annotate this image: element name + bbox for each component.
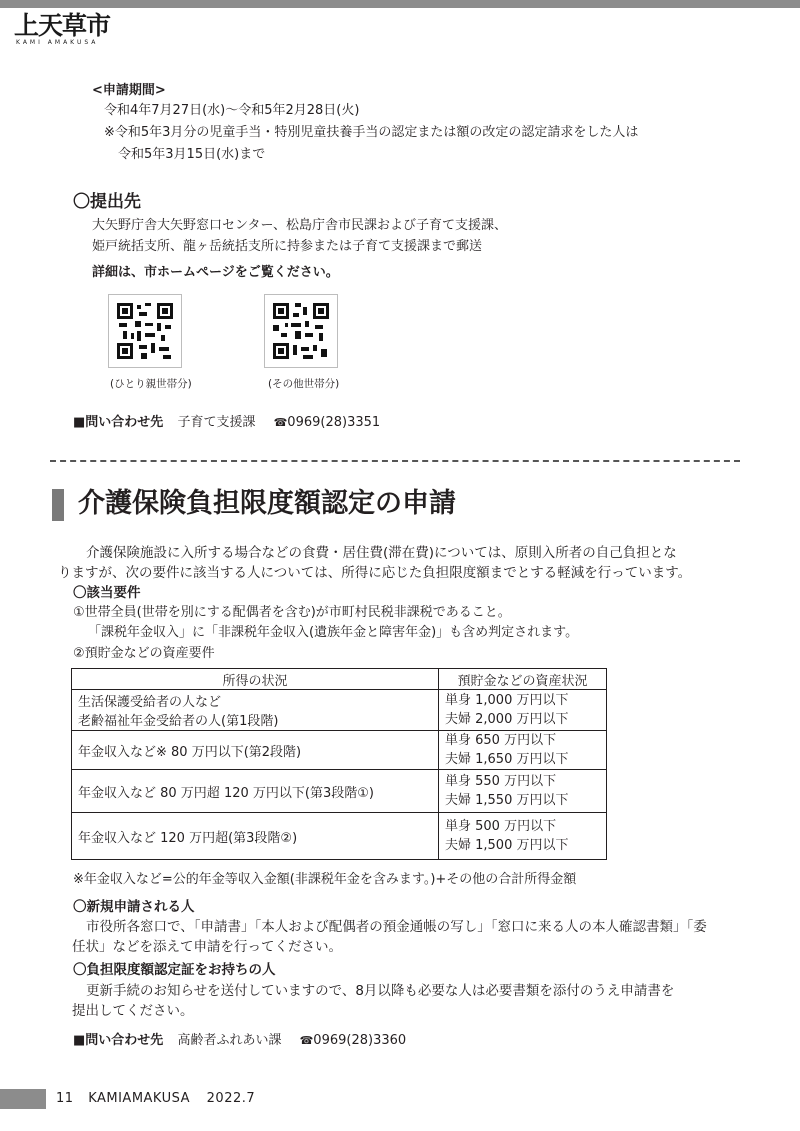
existing-holder-line1: 更新手続のお知らせを送付していますので、8月以降も必要な人は必要書類を添付のうえ申請書を — [86, 983, 675, 999]
submission-line1: 大矢野庁舎大矢野窓口センター、松島庁舎市民課および子育て支援課、 — [92, 218, 507, 233]
qr2-caption: (その他世帯分) — [268, 378, 340, 390]
income-text: 老齢福祉年金受給者の人(第1段階) — [78, 714, 279, 729]
footer-bar — [0, 1089, 46, 1109]
page-number: 11 — [56, 1091, 74, 1106]
income-text: 年金収入など 80 万円超 120 万円以下(第3段階①) — [78, 785, 374, 801]
intro-paragraph — [58, 543, 722, 583]
new-applicant-line2: 任状」などを添えて申請を行ってください。 — [72, 939, 342, 955]
contact-phone[interactable]: 0969(28)3360 — [313, 1033, 407, 1048]
contact-label: ■問い合わせ先 — [73, 1033, 164, 1048]
assets-cell — [439, 770, 607, 813]
assets-couple: 夫婦 1,550 万円以下 — [445, 793, 569, 808]
assets-cell — [439, 813, 607, 860]
assets-couple: 夫婦 1,650 万円以下 — [445, 752, 569, 767]
existing-holder-text — [72, 981, 722, 1021]
intro-line2: りますが、次の要件に該当する人については、所得に応じた負担限度額までとする軽減を行っています。 — [58, 565, 692, 581]
requirements-heading: 〇該当要件 — [73, 585, 141, 601]
requirement-2: ②預貯金などの資産要件 — [73, 646, 215, 661]
asset-requirements-table — [71, 668, 607, 860]
logo-subtext: KAMI AMAKUSA — [16, 39, 99, 46]
section-divider — [50, 460, 740, 462]
phone-icon: ☎ — [299, 1034, 314, 1047]
section-title: 介護保険負担限度額認定の申請 — [78, 488, 456, 519]
new-applicant-heading: 〇新規申請される人 — [73, 899, 195, 915]
assets-couple: 夫婦 1,500 万円以下 — [445, 838, 569, 853]
col-header-income: 所得の状況 — [72, 669, 439, 690]
table-row — [72, 690, 607, 731]
qr-code-icon — [273, 303, 329, 359]
phone-icon: ☎ — [273, 416, 288, 429]
income-text: 年金収入など※ 80 万円以下(第2段階) — [78, 744, 302, 760]
assets-cell — [439, 731, 607, 770]
income-cell — [72, 770, 439, 813]
table-row — [72, 770, 607, 813]
period-range: 令和4年7月27日(水)～令和5年2月28日(火) — [104, 103, 360, 118]
income-text: 年金収入など 120 万円超(第3段階②) — [78, 830, 298, 846]
intro-line1: 介護保険施設に入所する場合などの食費・居住費(滞在費)については、原則入所者の自己負担とな — [86, 545, 677, 561]
qr1-caption: (ひとり親世帯分) — [110, 378, 192, 390]
new-applicant-line1: 市役所各窓口で、「申請書」「本人および配偶者の預金通帳の写し」「窓口に来る人の本人確認書類」「委 — [86, 919, 707, 935]
contact-koureisha — [73, 1032, 406, 1050]
table-header-row — [72, 669, 607, 690]
income-cell — [72, 813, 439, 860]
city-logo — [14, 12, 124, 46]
contact-dept: 高齢者ふれあい課 — [177, 1033, 282, 1048]
contact-phone[interactable]: 0969(28)3351 — [287, 415, 381, 430]
assets-single: 単身 550 万円以下 — [445, 774, 557, 789]
period-heading: <申請期間> — [92, 83, 166, 98]
heading-bar — [52, 489, 64, 521]
assets-single: 単身 650 万円以下 — [445, 733, 557, 748]
existing-holder-heading: 〇負担限度額認定証をお持ちの人 — [73, 962, 276, 978]
details-text: 詳細は、市ホームページをご覧ください。 — [92, 265, 339, 280]
table-footnote: ※年金収入など=公的年金等収入金額(非課税年金を含みます。)+その他の合計所得金額 — [73, 872, 577, 887]
magazine-name: KAMIAMAKUSA — [88, 1091, 191, 1106]
requirement-1: ①世帯全員(世帯を別にする配偶者を含む)が市町村民税非課税であること。 — [73, 605, 511, 620]
submission-line2: 姫戸統括支所、龍ヶ岳統括支所に持参または子育て支援課まで郵送 — [92, 239, 483, 254]
income-text: 生活保護受給者の人など — [78, 695, 222, 710]
qr-code-icon — [117, 303, 173, 359]
qr-code-other-households[interactable] — [264, 294, 338, 368]
period-note-line1: ※令和5年3月分の児童手当・特別児童扶養手当の認定または額の改定の認定請求をした人は — [104, 125, 639, 140]
requirement-1-note: 「課税年金収入」に「非課税年金収入(遺族年金と障害年金)」も含め判定されます。 — [88, 625, 579, 640]
contact-label: ■問い合わせ先 — [73, 415, 164, 430]
period-note-line2: 令和5年3月15日(水)まで — [118, 147, 266, 162]
contact-dept: 子育て支援課 — [177, 415, 256, 430]
qr-code-single-parent[interactable] — [108, 294, 182, 368]
assets-single: 単身 1,000 万円以下 — [445, 693, 569, 708]
col-header-assets: 預貯金などの資産状況 — [439, 669, 607, 690]
assets-couple: 夫婦 2,000 万円以下 — [445, 712, 569, 727]
contact-kosodate — [73, 414, 380, 432]
income-cell — [72, 731, 439, 770]
issue-date: 2022.7 — [206, 1091, 256, 1106]
top-bar — [0, 0, 800, 8]
table-row — [72, 813, 607, 860]
income-cell — [72, 690, 439, 731]
logo-text: 上天草市 — [14, 11, 111, 40]
new-applicant-text — [72, 917, 722, 957]
assets-single: 単身 500 万円以下 — [445, 819, 557, 834]
submission-heading: 〇提出先 — [73, 192, 141, 212]
table-row — [72, 731, 607, 770]
page-footer — [56, 1090, 255, 1108]
existing-holder-line2: 提出してください。 — [72, 1003, 194, 1019]
assets-cell — [439, 690, 607, 731]
